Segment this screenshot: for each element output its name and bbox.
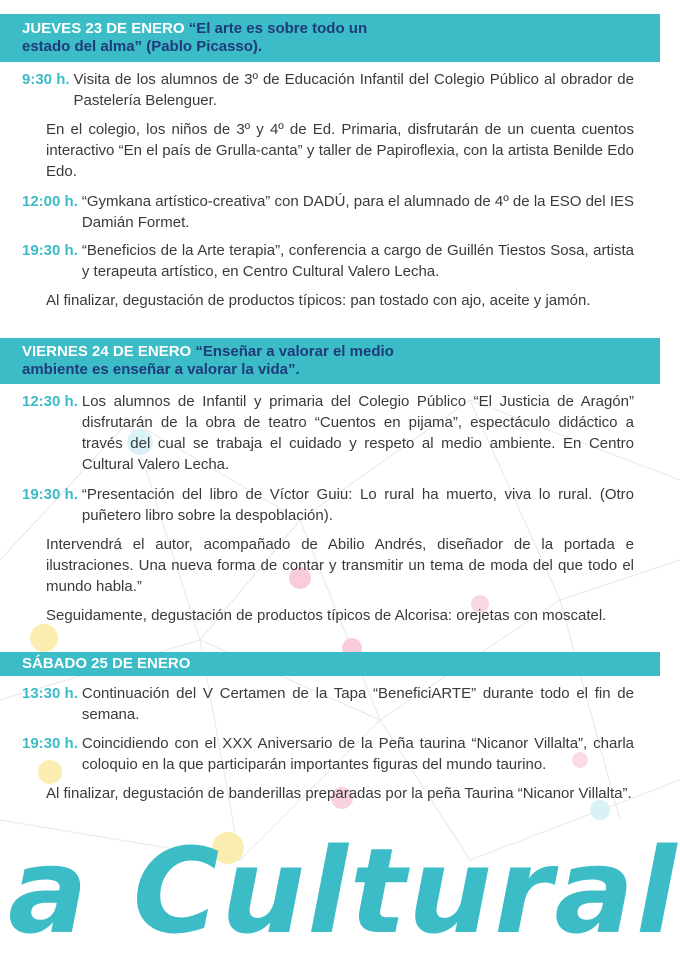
event-time: 9:30 h. xyxy=(22,71,70,88)
day-header-thursday xyxy=(0,14,660,62)
event-item xyxy=(22,69,634,111)
event-item xyxy=(22,391,634,475)
event-text: Los alumnos de Infantil y primaria del Colegio Público “El Justicia de Aragón” disfrutarán de la obra de teatro “Cuentos en pijama”, espectáculo didáctico a través del cual se trabaja el cuidado y respeto al medio ambiente. En Centro Cultural Valero Lecha. xyxy=(81,393,634,473)
header-quote: “El arte es sobre todo un xyxy=(188,20,368,37)
event-text: Al finalizar, degustación de productos típicos: pan tostado con ajo, aceite y jamón. xyxy=(46,292,591,309)
event-text: “Gymkana artístico-creativa” con DADÚ, para el alumnado de 4º de la ESO del IES Damián Formet. xyxy=(81,193,634,231)
event-text: Seguidamente, degustación de productos típicos de Alcorisa: orejetas con moscatel. xyxy=(46,607,607,624)
event-text: “Presentación del libro de Víctor Guiu: Lo rural ha muerto, viva lo rural. (Otro puñetero libro sobre la despoblación). xyxy=(81,486,634,524)
header-quote: ambiente es enseñar a valorar la vida”. xyxy=(22,361,300,378)
event-text: Continuación del V Certamen de la Tapa “BeneficiARTE” durante todo el fin de semana. xyxy=(81,685,634,723)
event-text: Intervendrá el autor, acompañado de Abilio Andrés, diseñador de la portada e ilustraciones. Una nueva forma de contar y transmitir un tema de moda del que todo el mundo habla.” xyxy=(46,536,634,595)
event-time: 19:30 h. xyxy=(22,242,78,259)
event-item xyxy=(22,484,634,526)
header-quote: “Enseñar a valorar el medio xyxy=(195,343,394,360)
header-day: JUEVES 23 DE ENERO xyxy=(22,20,185,37)
header-quote: estado del alma” (Pablo Picasso). xyxy=(22,38,263,55)
event-time: 12:30 h. xyxy=(22,393,78,410)
event-text: Coincidiendo con el XXX Aniversario de la Peña taurina “Nicanor Villalta”, charla coloquio en la que participarán importantes figuras del mundo taurino. xyxy=(81,735,634,773)
day-header-friday xyxy=(0,338,660,384)
header-day: SÁBADO 25 DE ENERO xyxy=(22,655,191,672)
day-header-saturday xyxy=(0,652,660,676)
event-item xyxy=(22,733,634,775)
event-text: “Beneficios de la Arte terapia”, conferencia a cargo de Guillén Tiestos Sosa, artista y terapeuta artístico, en Centro Cultural Valero Lecha. xyxy=(81,242,634,280)
event-text: Al finalizar, degustación de banderillas preparadas por la peña Taurina “Nicanor Villalta”. xyxy=(46,785,632,802)
event-text: En el colegio, los niños de 3º y 4º de Ed. Primaria, disfrutarán de un cuenta cuentos interactivo “En el país de Grulla-canta” y taller de Papiroflexia, con la artista Benilde Edo Edo. xyxy=(46,121,634,180)
header-day: VIERNES 24 DE ENERO xyxy=(22,343,192,360)
event-item xyxy=(22,683,634,725)
event-time: 13:30 h. xyxy=(22,685,78,702)
event-item xyxy=(46,119,634,182)
event-text: Visita de los alumnos de 3º de Educación Infantil del Colegio Público al obrador de Pastelería Belenguer. xyxy=(73,71,634,109)
event-time: 12:00 h. xyxy=(22,193,78,210)
event-time: 19:30 h. xyxy=(22,735,78,752)
event-item xyxy=(22,191,634,233)
event-item xyxy=(46,783,634,804)
event-item xyxy=(46,605,634,626)
footer-title-cultural: a Cultural xyxy=(8,822,679,960)
event-time: 19:30 h. xyxy=(22,486,78,503)
event-item xyxy=(46,290,634,311)
event-item xyxy=(22,240,634,282)
event-item xyxy=(46,534,634,597)
